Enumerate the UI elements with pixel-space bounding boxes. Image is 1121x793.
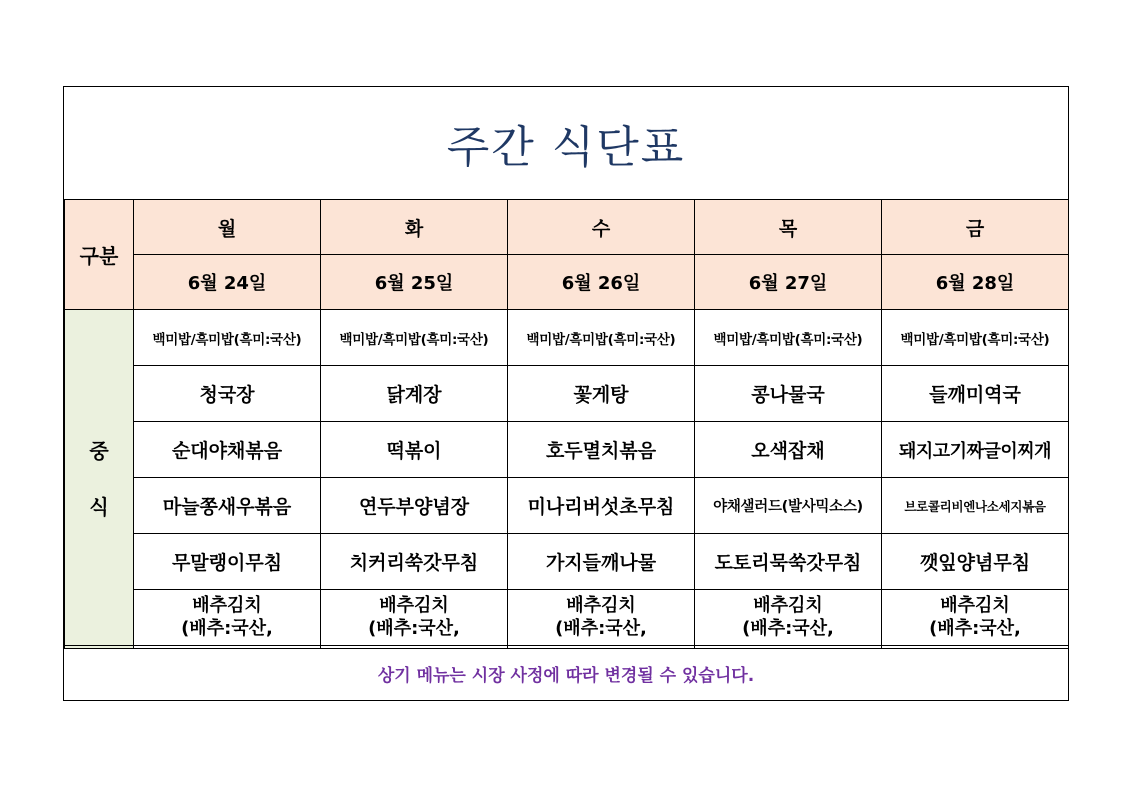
menu-cell: 도토리묵쑥갓무침: [695, 534, 882, 590]
menu-cell: 백미밥/흑미밥(흑미:국산): [321, 310, 508, 366]
kimchi-origin: (배추:국산,: [181, 618, 273, 639]
day-row: [65, 200, 1069, 255]
kimchi-name: 배추김치: [379, 595, 449, 616]
menu-cell: 청국장: [134, 366, 321, 422]
menu-cell: 연두부양념장: [321, 478, 508, 534]
menu-cell: 돼지고기짜글이찌개: [882, 422, 1069, 478]
menu-cell: 브로콜리비엔나소세지볶음: [882, 478, 1069, 534]
kimchi-origin: (배추:국산,: [929, 618, 1021, 639]
date-header: 6월 27일: [695, 255, 882, 310]
day-header: 월: [134, 200, 321, 255]
date-header: 6월 28일: [882, 255, 1069, 310]
kimchi-name: 배추김치: [940, 595, 1010, 616]
kimchi-cell: [321, 590, 508, 649]
menu-cell: 치커리쑥갓무침: [321, 534, 508, 590]
menu-cell: 호두멸치볶음: [508, 422, 695, 478]
page-title: 주간 식단표: [446, 122, 686, 173]
date-header: 6월 24일: [134, 255, 321, 310]
menu-table: [64, 199, 1069, 649]
lunch-label-char: 식: [89, 495, 109, 519]
date-header: 6월 26일: [508, 255, 695, 310]
menu-cell: 콩나물국: [695, 366, 882, 422]
menu-cell: 백미밥/흑미밥(흑미:국산): [695, 310, 882, 366]
kimchi-name: 배추김치: [566, 595, 636, 616]
kimchi-origin: (배추:국산,: [555, 618, 647, 639]
menu-cell: 야채샐러드(발사믹소스): [695, 478, 882, 534]
menu-row-side1: [65, 478, 1069, 534]
date-header: 6월 25일: [321, 255, 508, 310]
menu-row-rice: [65, 310, 1069, 366]
kimchi-name: 배추김치: [753, 595, 823, 616]
menu-cell: 마늘쫑새우볶음: [134, 478, 321, 534]
menu-row-soup: [65, 366, 1069, 422]
menu-cell: 백미밥/흑미밥(흑미:국산): [508, 310, 695, 366]
menu-cell: 백미밥/흑미밥(흑미:국산): [882, 310, 1069, 366]
lunch-label: [65, 310, 134, 649]
menu-cell: 들깨미역국: [882, 366, 1069, 422]
meal-plan-sheet: [63, 86, 1069, 701]
date-row: [65, 255, 1069, 310]
menu-change-notice: 상기 메뉴는 시장 사정에 따라 변경될 수 있습니다.: [64, 645, 1068, 701]
kimchi-name: 배추김치: [192, 595, 262, 616]
kimchi-cell: [134, 590, 321, 649]
kimchi-cell: [882, 590, 1069, 649]
lunch-label-char: 중: [89, 439, 109, 463]
menu-cell: 꽃게탕: [508, 366, 695, 422]
menu-cell: 백미밥/흑미밥(흑미:국산): [134, 310, 321, 366]
day-header: 목: [695, 200, 882, 255]
menu-cell: 미나리버섯초무침: [508, 478, 695, 534]
day-header: 금: [882, 200, 1069, 255]
menu-cell: 오색잡채: [695, 422, 882, 478]
kimchi-cell: [695, 590, 882, 649]
menu-cell: 순대야채볶음: [134, 422, 321, 478]
kimchi-cell: [508, 590, 695, 649]
menu-row-side2: [65, 534, 1069, 590]
day-header: 수: [508, 200, 695, 255]
menu-row-kimchi: [65, 590, 1069, 649]
menu-row-main: [65, 422, 1069, 478]
menu-cell: 떡볶이: [321, 422, 508, 478]
kimchi-origin: (배추:국산,: [368, 618, 460, 639]
menu-cell: 무말랭이무침: [134, 534, 321, 590]
menu-cell: 가지들깨나물: [508, 534, 695, 590]
menu-cell: 닭계장: [321, 366, 508, 422]
row-header: 구분: [65, 200, 134, 310]
menu-cell: 깻잎양념무침: [882, 534, 1069, 590]
day-header: 화: [321, 200, 508, 255]
kimchi-origin: (배추:국산,: [742, 618, 834, 639]
